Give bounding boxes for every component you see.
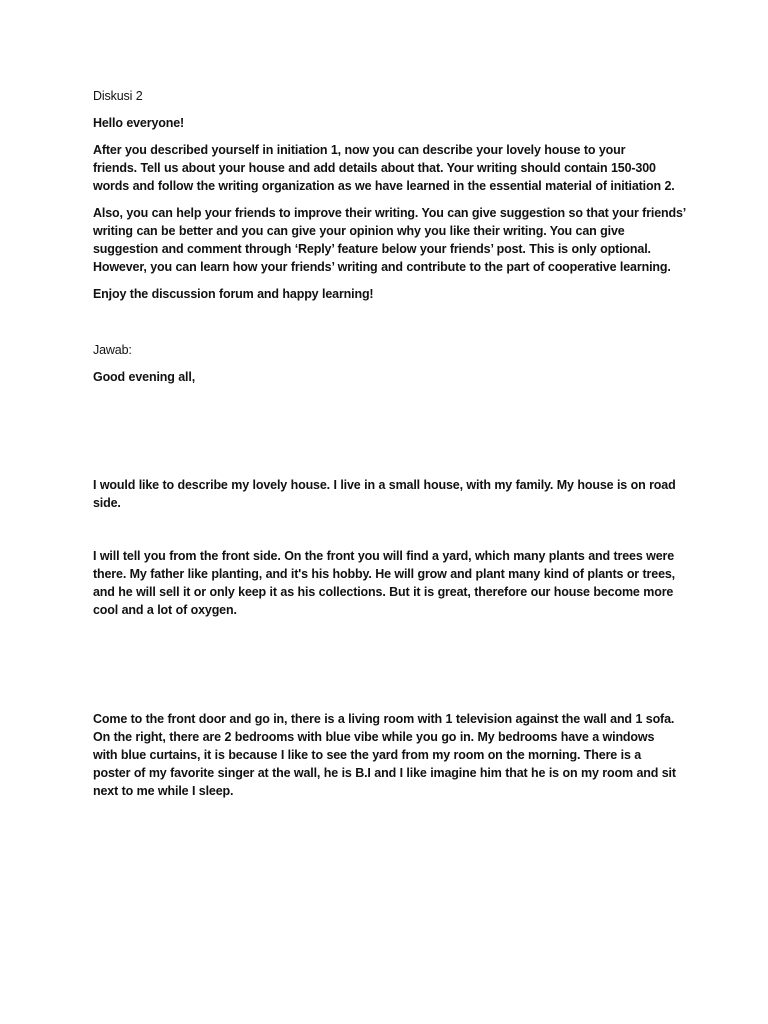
- answer-p2-line-3: and he will sell it or only keep it as his collections. But it is great, therefore our house become more: [93, 585, 674, 599]
- prompt-p1-line-2-emphasis: friends.: [93, 161, 137, 175]
- answer-p2-line-1: I will tell you from the front side. On the front you will find a yard, which many plants and trees were: [93, 549, 675, 563]
- answer-p3-line-5: next to me while I sleep.: [93, 784, 234, 798]
- answer-paragraph-1: [93, 476, 676, 512]
- closing-line-text: Enjoy the discussion forum and happy learning!: [93, 287, 374, 301]
- answer-p1-line-1: I would like to describe my lovely house. I live in a small house, with my family. My house is on road: [93, 478, 676, 492]
- answer-greeting: [93, 368, 676, 386]
- prompt-p2-line-1: Also, you can help your friends to improve their writing. You can give suggestion so that your friends’: [93, 206, 687, 220]
- answer-p3-line-1: Come to the front door and go in, there is a living room with 1 television against the wall and 1 sofa.: [93, 712, 675, 726]
- document-title: [93, 87, 676, 105]
- prompt-p2-line-3: suggestion and comment through ‘Reply’ feature below your friends’ post. This is only optional.: [93, 242, 651, 256]
- prompt-p1-line-2: [93, 159, 676, 177]
- prompt-p1-line-2-part-2: Tell us about your house and add details about that. Your writing should contain 150-300: [136, 161, 656, 175]
- answer-p3-line-3: with blue curtains, it is because I like to see the yard from my room on the morning. There is a: [93, 748, 642, 762]
- greeting: [93, 114, 676, 132]
- prompt-p2-line-2: writing can be better and you can give your opinion why you like their writing. You can give: [93, 224, 625, 238]
- greeting-text: Hello everyone!: [93, 116, 185, 130]
- answer-paragraph-3: [93, 710, 676, 800]
- title-text: Diskusi 2: [93, 89, 143, 103]
- prompt-paragraph-1: [93, 141, 676, 195]
- answer-p2-line-2: there. My father like planting, and it's his hobby. He will grow and plant many kind of plants or trees,: [93, 567, 675, 581]
- prompt-p1-line-3: words and follow the writing organization as we have learned in the essential material of initiation 2.: [93, 179, 675, 193]
- answer-p2-line-4: cool and a lot of oxygen.: [93, 603, 237, 617]
- answer-p3-line-4: poster of my favorite singer at the wall, he is B.I and I like imagine him that he is on my room and sit: [93, 766, 676, 780]
- answer-label-text: Jawab:: [93, 343, 132, 357]
- answer-greeting-text: Good evening all,: [93, 370, 196, 384]
- prompt-paragraph-2: [93, 204, 687, 276]
- answer-label: [93, 341, 676, 359]
- prompt-p1-line-1-part-1: After you described yourself in initiation 1, now: [93, 143, 373, 157]
- prompt-p1-line-1-emphasis: you can describe your lovely house to your: [372, 143, 626, 157]
- answer-paragraph-2: [93, 547, 676, 619]
- answer-p1-line-2: side.: [93, 496, 121, 510]
- closing-line: [93, 285, 676, 303]
- answer-p3-line-2: On the right, there are 2 bedrooms with blue vibe while you go in. My bedrooms have a windows: [93, 730, 655, 744]
- prompt-p2-line-4: However, you can learn how your friends’ writing and contribute to the part of cooperative learning.: [93, 260, 671, 274]
- prompt-p1-line-1: [93, 141, 676, 159]
